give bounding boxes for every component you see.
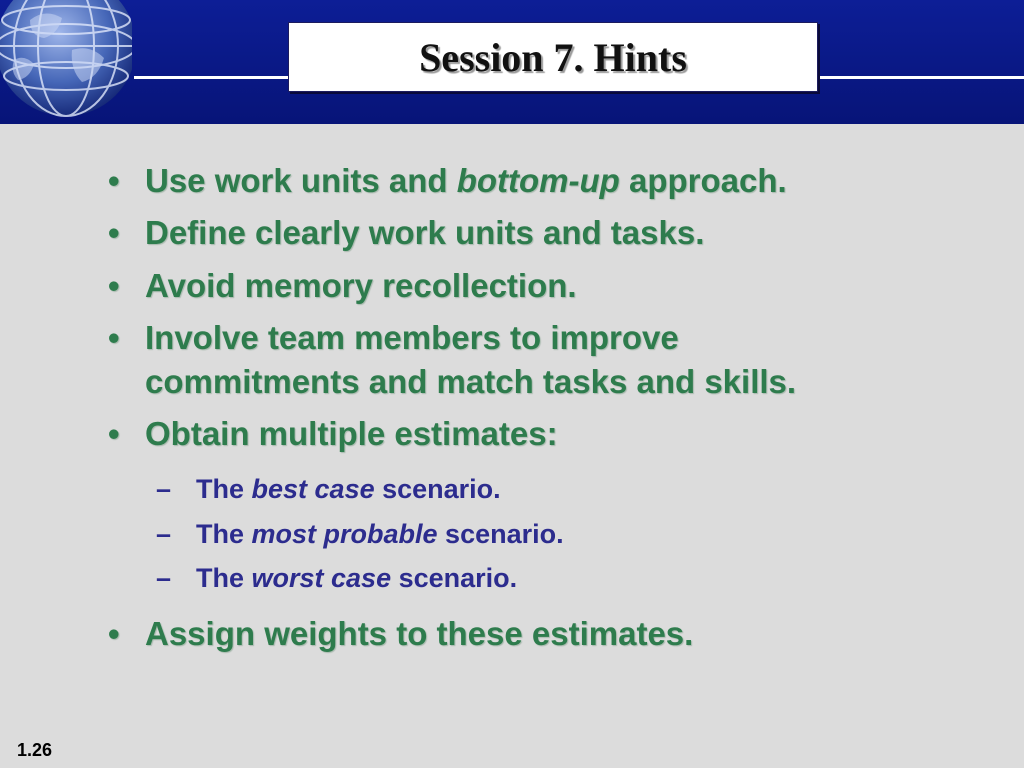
bullet-marker: •	[108, 319, 120, 356]
sub-text: scenario.	[391, 563, 518, 593]
bullet-marker: •	[108, 214, 120, 251]
sub-text: scenario.	[437, 519, 564, 549]
list-item	[108, 412, 988, 456]
sub-list-item	[156, 561, 517, 595]
page-title: Session 7. Hints	[419, 34, 687, 80]
bullet-text: Obtain multiple estimates:	[145, 415, 558, 452]
bullet-text-line-2: commitments and match tasks and skills.	[145, 363, 797, 400]
sub-text: scenario.	[374, 474, 501, 504]
globe-logo-icon	[0, 0, 132, 120]
list-item	[108, 264, 988, 308]
bullet-text: Avoid memory recollection.	[145, 267, 577, 304]
bullet-text: Assign weights to these estimates.	[145, 615, 694, 652]
sub-list-item	[156, 472, 501, 506]
sub-marker: –	[156, 474, 172, 504]
sub-marker: –	[156, 563, 172, 593]
list-item	[108, 211, 988, 255]
bullet-marker: •	[108, 415, 120, 452]
bullet-text: Use work units and bottom-up approach.	[145, 162, 787, 199]
bullet-marker: •	[108, 267, 120, 304]
bullet-text-line-1: Involve team members to improve	[145, 319, 679, 356]
sub-text: The	[196, 474, 252, 504]
list-item	[108, 612, 988, 656]
slide-number: 1.26	[17, 740, 53, 760]
sub-list-item	[156, 517, 564, 551]
bullet-text: Define clearly work units and tasks.	[145, 214, 705, 251]
sub-marker: –	[156, 519, 172, 549]
sub-text: The	[196, 563, 252, 593]
bullet-marker: •	[108, 162, 120, 199]
sub-text: The	[196, 519, 252, 549]
list-item	[108, 316, 988, 404]
title-box	[288, 22, 818, 92]
bullet-marker: •	[108, 615, 120, 652]
sub-text-italic: best case	[251, 474, 375, 504]
sub-text-italic: most probable	[251, 519, 438, 549]
sub-text-italic: worst case	[251, 563, 392, 593]
list-item	[108, 159, 988, 203]
